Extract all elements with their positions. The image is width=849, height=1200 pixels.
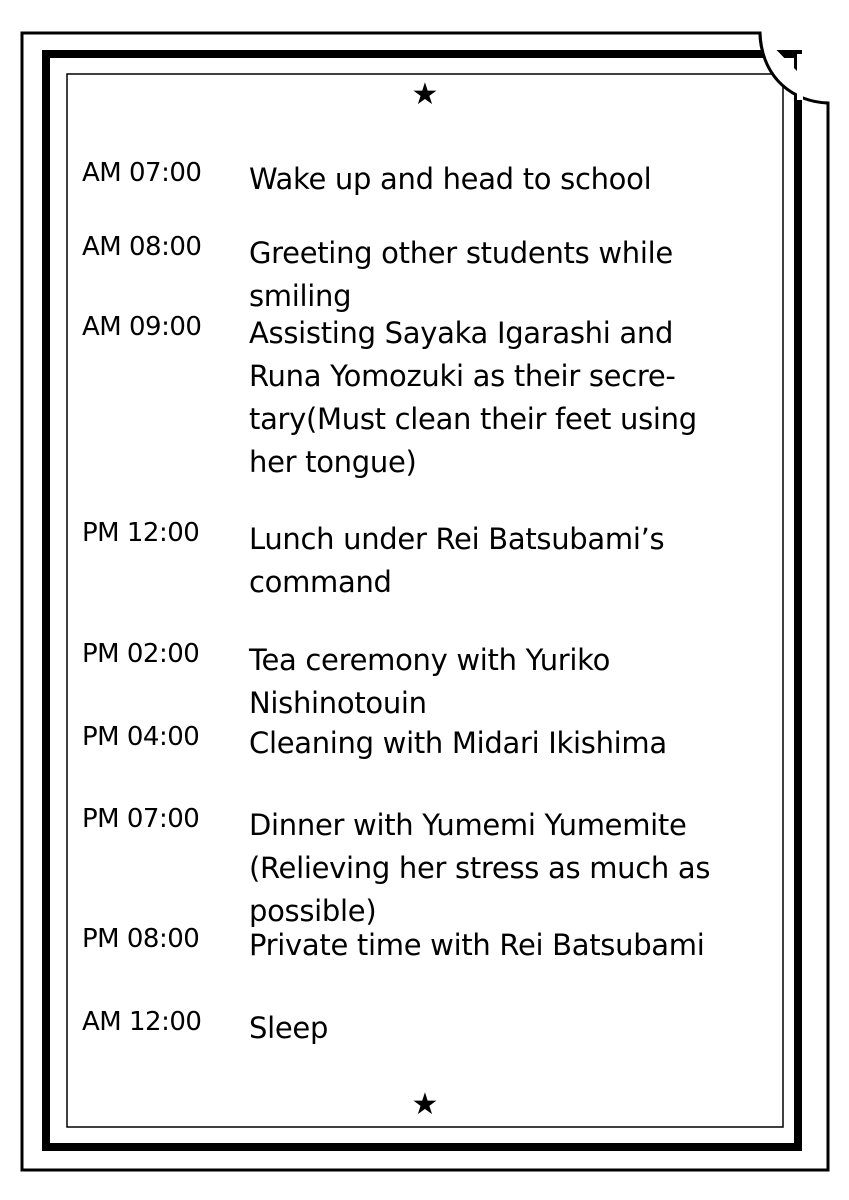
time-label: AM 12:00 xyxy=(82,1007,202,1037)
time-label: PM 07:00 xyxy=(82,804,200,834)
activity-text: Tea ceremony with Yuriko Nishinotouin xyxy=(249,643,611,720)
top-star-ornament: ★ xyxy=(411,77,439,112)
bottom-star-ornament: ★ xyxy=(411,1087,439,1122)
activity-text: Assisting Sayaka Igarashi and Runa Yomozuki as their secre- tary(Must clean their feet using her tongue) xyxy=(249,316,697,479)
time-label: AM 08:00 xyxy=(82,232,202,262)
time-label: PM 04:00 xyxy=(82,722,200,752)
activity-text: Wake up and head to school xyxy=(249,162,652,196)
activity-text: Lunch under Rei Batsubami’s command xyxy=(249,522,665,599)
time-label: AM 07:00 xyxy=(82,158,202,188)
activity-text: Private time with Rei Batsubami xyxy=(249,928,705,962)
activity-text: Sleep xyxy=(249,1011,329,1045)
time-label: PM 08:00 xyxy=(82,924,200,954)
activity-text: Dinner with Yumemi Yumemite (Relieving her stress as much as possible) xyxy=(249,808,711,928)
time-label: PM 02:00 xyxy=(82,639,200,669)
activity-text: Greeting other students while smiling xyxy=(249,236,673,313)
time-label: PM 12:00 xyxy=(82,518,200,548)
activity-text: Cleaning with Midari Ikishima xyxy=(249,726,667,760)
time-label: AM 09:00 xyxy=(82,312,202,342)
